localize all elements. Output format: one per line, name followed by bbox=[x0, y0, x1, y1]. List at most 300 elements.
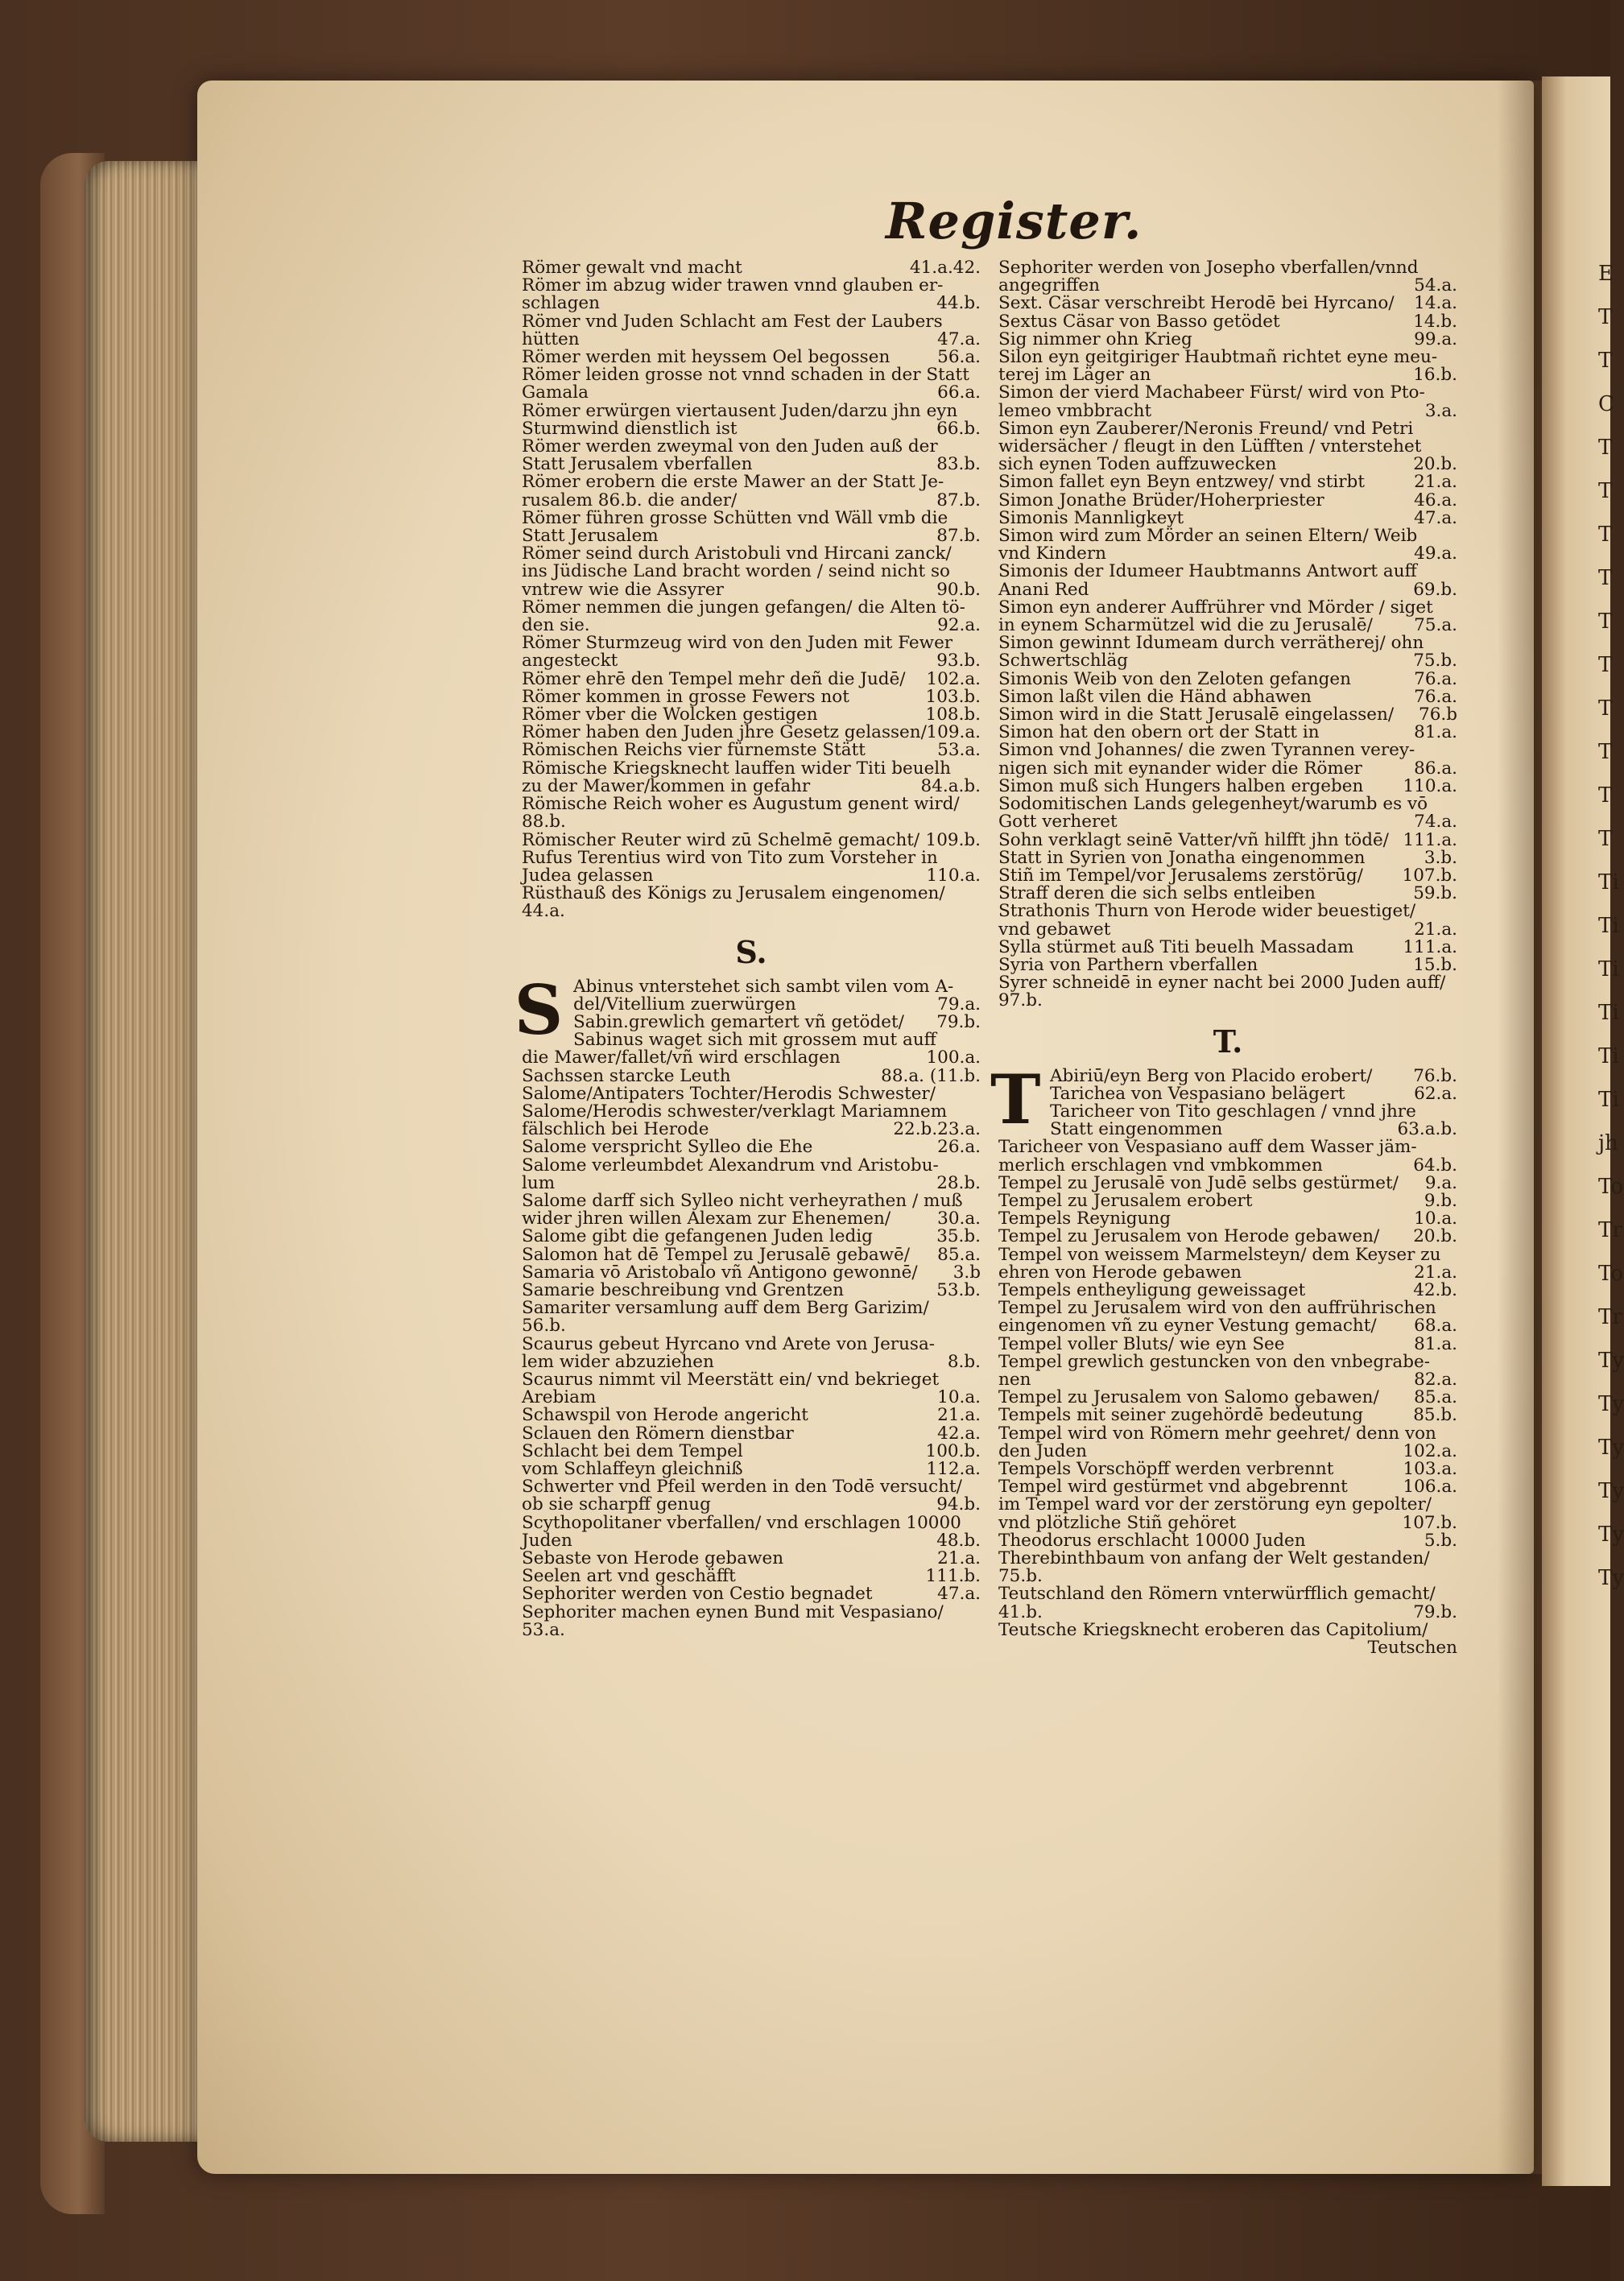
entry-text: 88.b. bbox=[522, 812, 566, 833]
entry-text: Samaria vō Aristobalo vñ Antigono gewonnē/ bbox=[522, 1262, 918, 1283]
entry-text: Sext. Cäsar verschreibt Herodē bei Hyrcano/ bbox=[998, 293, 1395, 314]
entry-text: Römer leiden grosse not vnnd schaden in der Statt bbox=[522, 365, 969, 386]
facing-page-fragment: Ty bbox=[1598, 1479, 1624, 1503]
index-entry bbox=[522, 885, 981, 903]
index-entry bbox=[522, 1157, 981, 1175]
page-gutter-shadow bbox=[1498, 81, 1546, 2174]
entry-text: Tempels Reynigung bbox=[998, 1209, 1172, 1229]
entry-page-ref: 66.b. bbox=[936, 418, 981, 439]
entry-text: Schawspil von Herode angericht bbox=[522, 1405, 808, 1426]
entry-page-ref: 112.a. bbox=[926, 1459, 981, 1479]
entry-text: Statt in Syrien von Jonatha eingenommen bbox=[998, 847, 1366, 868]
entry-text: Sturmwind dienstlich ist bbox=[522, 418, 738, 439]
index-entry bbox=[522, 1371, 981, 1389]
entry-page-ref: 9.b. bbox=[1424, 1190, 1457, 1211]
entry-page-ref: 107.b. bbox=[1402, 1512, 1457, 1533]
index-entry bbox=[522, 507, 981, 528]
facing-page-fragment: T bbox=[1598, 783, 1613, 808]
entry-text: Simon fallet eyn Beyn entzwey/ vnd stirbt bbox=[998, 472, 1365, 493]
index-entry bbox=[998, 1496, 1457, 1514]
entry-page-ref: 90.b. bbox=[936, 579, 981, 600]
entry-page-ref: 109.b. bbox=[925, 829, 981, 850]
entry-page-ref: 30.a. bbox=[937, 1209, 981, 1229]
index-entry bbox=[522, 1246, 981, 1264]
entry-text: Tempels mit seiner zugehördē bedeutung bbox=[998, 1405, 1364, 1426]
index-entry bbox=[522, 1333, 981, 1354]
index-entry bbox=[522, 1389, 981, 1407]
entry-text: Simonis Mannligkeyt bbox=[998, 507, 1184, 528]
index-entry bbox=[998, 1514, 1457, 1532]
entry-page-ref: 76.b. bbox=[1413, 1065, 1457, 1086]
entry-page-ref: 54.a. bbox=[1414, 275, 1457, 296]
entry-page-ref: 42.b. bbox=[1413, 1279, 1457, 1300]
facing-page-fragment: Ty bbox=[1598, 1566, 1624, 1590]
entry-page-ref: 14.b. bbox=[1413, 311, 1457, 332]
index-entry bbox=[522, 1210, 981, 1228]
facing-page-fragment: T bbox=[1598, 436, 1613, 460]
entry-text: Strathonis Thurn von Herode wider beuestiget/ bbox=[998, 901, 1416, 922]
entry-text: 41.b. bbox=[998, 1601, 1043, 1622]
entry-page-ref: 94.b. bbox=[936, 1494, 981, 1515]
entry-page-ref: 56.a. bbox=[937, 347, 981, 368]
facing-page-fragment: C bbox=[1598, 392, 1614, 416]
entry-page-ref: 102.a. bbox=[1403, 1440, 1457, 1461]
facing-page-fragment: Ty bbox=[1598, 1349, 1624, 1373]
index-entry bbox=[522, 1049, 981, 1067]
index-entry bbox=[998, 1371, 1457, 1389]
entry-page-ref: 3.a. bbox=[1424, 400, 1457, 421]
index-entry bbox=[998, 366, 1457, 384]
facing-page-fragment: Ty bbox=[1598, 1436, 1624, 1460]
entry-text: vnd Kindern bbox=[998, 543, 1106, 564]
entry-page-ref: Teutschen bbox=[1367, 1638, 1457, 1659]
entry-text: nigen sich mit eynander wider die Römer bbox=[998, 758, 1362, 779]
entry-text: Anani Red bbox=[998, 579, 1089, 600]
facing-page-fragment: Ty bbox=[1598, 1392, 1624, 1416]
entry-text: Sephoriter werden von Josepho vberfallen/vnnd bbox=[998, 258, 1419, 278]
entry-text: Simon wird zum Mörder an seinen Eltern/ Weib bbox=[998, 526, 1418, 547]
index-entry bbox=[998, 1065, 1457, 1086]
index-entry bbox=[998, 313, 1457, 331]
entry-text: in eynem Scharmützel wid die zu Jerusalē/ bbox=[998, 615, 1373, 636]
entry-text: schlagen bbox=[522, 293, 600, 314]
entry-text: Simonis Weib von den Zeloten gefangen bbox=[998, 668, 1351, 689]
page-edges bbox=[85, 161, 213, 2142]
entry-text: Teutsche Kriegsknecht eroberen das Capitolium/ bbox=[998, 1619, 1428, 1640]
index-entry bbox=[998, 1333, 1457, 1354]
index-entry bbox=[522, 795, 981, 813]
entry-page-ref: 88.a. (11.b. bbox=[881, 1065, 981, 1086]
entry-page-ref: 87.b. bbox=[936, 490, 981, 510]
entry-text: vntrew wie die Assyrer bbox=[522, 579, 724, 600]
index-entry bbox=[522, 1011, 981, 1032]
facing-page-fragment: jh bbox=[1598, 1131, 1618, 1155]
index-entry bbox=[522, 688, 981, 706]
entry-page-ref: 16.b. bbox=[1413, 365, 1457, 386]
entry-page-ref: 21.a. bbox=[1414, 919, 1457, 940]
entry-text: Simon muß sich Hungers halben ergeben bbox=[998, 775, 1364, 796]
index-entry bbox=[998, 545, 1457, 563]
index-entry bbox=[998, 581, 1457, 599]
index-entry bbox=[998, 1389, 1457, 1407]
index-entry bbox=[522, 668, 981, 689]
entry-text: vom Schlaffeyn gleichniß bbox=[522, 1459, 743, 1479]
entry-page-ref: 5.b. bbox=[1424, 1530, 1457, 1551]
index-entry bbox=[522, 581, 981, 599]
entry-text: Tempel grewlich gestuncken von den vnbegrabe- bbox=[998, 1351, 1430, 1372]
entry-text: Schwertschläg bbox=[998, 651, 1129, 671]
index-entry bbox=[522, 775, 981, 796]
entry-page-ref: 14.a. bbox=[1414, 293, 1457, 314]
entry-text: Römer führen grosse Schütten vnd Wäll vmb die bbox=[522, 507, 948, 528]
entry-page-ref: 48.b. bbox=[936, 1530, 981, 1551]
index-entry bbox=[522, 349, 981, 366]
index-entry bbox=[998, 1585, 1457, 1603]
entry-text: Römer erobern die erste Mawer an der Statt Je- bbox=[522, 472, 944, 493]
index-entry bbox=[522, 1264, 981, 1282]
facing-page-fragment: Ti bbox=[1598, 870, 1619, 895]
index-entry bbox=[522, 742, 981, 759]
entry-text: Tarichea von Vespasiano belägert bbox=[1050, 1083, 1345, 1104]
entry-text: angesteckt bbox=[522, 651, 618, 671]
index-entry bbox=[998, 1317, 1457, 1335]
entry-text: Straff deren die sich selbs entleiben bbox=[998, 883, 1316, 904]
entry-text: Simon eyn anderer Auffrührer vnd Mörder / siget bbox=[998, 597, 1433, 618]
entry-page-ref: 10.a. bbox=[1414, 1209, 1457, 1229]
entry-page-ref: 106.a. bbox=[1403, 1477, 1457, 1498]
entry-text: Römische Kriegsknecht lauffen wider Titi beuelh bbox=[522, 758, 952, 779]
entry-text: angegriffen bbox=[998, 275, 1100, 296]
index-entry bbox=[998, 277, 1457, 295]
index-entry bbox=[522, 545, 981, 563]
entries-s-initial bbox=[522, 978, 981, 1050]
index-entry bbox=[522, 1478, 981, 1496]
index-entry bbox=[998, 1461, 1457, 1478]
entry-page-ref: 108.b. bbox=[925, 705, 981, 725]
index-entry bbox=[998, 507, 1457, 528]
entry-text: ehren von Herode gebawen bbox=[998, 1262, 1242, 1283]
index-entry bbox=[998, 420, 1457, 438]
index-entry bbox=[998, 885, 1457, 903]
entry-text: Sextus Cäsar von Basso getödet bbox=[998, 311, 1280, 332]
index-entry bbox=[522, 829, 981, 850]
index-entry bbox=[998, 936, 1457, 957]
entry-text: Römer Sturmzeug wird von den Juden mit Fewer bbox=[522, 633, 953, 654]
entry-page-ref: 76.a. bbox=[1414, 686, 1457, 707]
entry-text: lum bbox=[522, 1172, 556, 1193]
index-entry bbox=[522, 1461, 981, 1478]
index-entry bbox=[998, 1425, 1457, 1443]
entry-page-ref: 76.b bbox=[1419, 705, 1457, 725]
entry-text: lemeo vmbbracht bbox=[998, 400, 1152, 421]
index-entry bbox=[522, 706, 981, 724]
entry-text: ins Jüdische Land bracht worden / seind nicht so bbox=[522, 561, 950, 582]
entry-page-ref: 22.b.23.a. bbox=[893, 1119, 981, 1140]
entry-text: Sig nimmer ohn Krieg bbox=[998, 329, 1192, 349]
entry-page-ref: 93.b. bbox=[936, 651, 981, 671]
index-entry bbox=[998, 1407, 1457, 1424]
index-entry bbox=[998, 259, 1457, 277]
facing-page-fragment: T bbox=[1598, 349, 1613, 373]
entry-page-ref: 20.b. bbox=[1413, 454, 1457, 475]
index-entry bbox=[522, 1550, 981, 1568]
facing-page-fragment: T bbox=[1598, 740, 1613, 764]
entry-text: 97.b. bbox=[998, 990, 1043, 1011]
index-entry bbox=[998, 1601, 1457, 1622]
index-entry bbox=[522, 1619, 981, 1640]
index-entry bbox=[522, 724, 981, 742]
entry-text: Tempel zu Jerusalem erobert bbox=[998, 1190, 1253, 1211]
entry-text: Scaurus nimmt vil Meerstätt ein/ vnd bekrieget bbox=[522, 1369, 940, 1390]
index-entry bbox=[998, 688, 1457, 706]
index-entry bbox=[998, 563, 1457, 581]
index-entry bbox=[998, 1568, 1457, 1585]
entry-text: Salome gibt die gefangenen Juden ledig bbox=[522, 1226, 873, 1247]
entry-page-ref: 62.a. bbox=[1414, 1083, 1457, 1104]
entry-page-ref: 47.a. bbox=[937, 329, 981, 349]
entry-page-ref: 47.a. bbox=[1414, 507, 1457, 528]
entry-page-ref: 85.b. bbox=[1413, 1405, 1457, 1426]
index-entry bbox=[998, 992, 1457, 1010]
entry-text: del/Vitellium zuerwürgen bbox=[573, 994, 796, 1014]
entry-page-ref: 107.b. bbox=[1402, 865, 1457, 886]
index-entry bbox=[998, 1138, 1457, 1156]
facing-page-fragment: Ty bbox=[1598, 1523, 1624, 1547]
entry-page-ref: 75.a. bbox=[1414, 615, 1457, 636]
decorated-initial-t: T bbox=[990, 1059, 1041, 1139]
entry-text: Tempel wird von Römern mehr geehret/ denn von bbox=[998, 1423, 1436, 1444]
index-entry bbox=[998, 1550, 1457, 1568]
index-entry bbox=[522, 1031, 981, 1049]
index-entry bbox=[522, 1279, 981, 1300]
facing-page bbox=[1542, 76, 1624, 2186]
index-entry bbox=[998, 617, 1457, 634]
index-entry bbox=[522, 760, 981, 778]
entry-text: Römer kommen in grosse Fewers not bbox=[522, 686, 849, 707]
index-entry bbox=[522, 1532, 981, 1550]
facing-page-fragment: T bbox=[1598, 653, 1613, 677]
entry-text: den Juden bbox=[998, 1440, 1087, 1461]
index-column-left bbox=[514, 258, 981, 1640]
index-entry bbox=[998, 1639, 1457, 1657]
index-entry bbox=[998, 867, 1457, 885]
index-entry bbox=[998, 1440, 1457, 1461]
entry-page-ref: 8.b. bbox=[947, 1351, 981, 1372]
index-entry bbox=[522, 331, 981, 349]
index-entry bbox=[998, 295, 1457, 312]
entry-page-ref: 26.a. bbox=[937, 1137, 981, 1158]
entry-text: Römische Reich woher es Augustum genent wird/ bbox=[522, 794, 960, 815]
index-entry bbox=[998, 760, 1457, 778]
entry-page-ref: 63.a.b. bbox=[1397, 1119, 1457, 1140]
entry-text: Simonis der Idumeer Haubtmanns Antwort auff bbox=[998, 561, 1417, 582]
index-column-right bbox=[990, 258, 1457, 1659]
index-entry bbox=[522, 1172, 981, 1193]
facing-page-fragment: E bbox=[1598, 262, 1614, 286]
entry-text: Tempel voller Bluts/ wie eyn See bbox=[998, 1333, 1285, 1354]
facing-page-fragment: T bbox=[1598, 566, 1613, 590]
entry-text: Teutschland den Römern vnterwürfflich gemacht/ bbox=[998, 1584, 1436, 1605]
entry-page-ref: 47.a. bbox=[937, 1584, 981, 1605]
entry-text: Samariter versamlung auff dem Berg Garizim/ bbox=[522, 1298, 929, 1319]
entry-text: Schlacht bei dem Tempel bbox=[522, 1440, 743, 1461]
index-entry bbox=[522, 1601, 981, 1622]
entry-page-ref: 3.b bbox=[952, 1262, 981, 1283]
facing-page-fragment: T bbox=[1598, 696, 1613, 721]
entry-page-ref: 84.a.b. bbox=[920, 775, 981, 796]
index-entry bbox=[998, 1264, 1457, 1282]
decorated-initial-s: S bbox=[514, 969, 564, 1050]
index-entry bbox=[998, 829, 1457, 850]
entry-text: Simon der vierd Machabeer Fürst/ wird von Pto- bbox=[998, 382, 1425, 403]
entry-page-ref: 99.a. bbox=[1414, 329, 1457, 349]
entry-page-ref: 74.a. bbox=[1414, 812, 1457, 833]
index-entry bbox=[522, 903, 981, 920]
letter-heading-t: T. bbox=[1213, 1023, 1243, 1060]
entry-page-ref: 100.b. bbox=[925, 1440, 981, 1461]
index-entry bbox=[522, 1353, 981, 1371]
index-entry bbox=[522, 259, 981, 277]
entry-page-ref: 100.a. bbox=[926, 1048, 981, 1068]
entry-text: Statt eingenommen bbox=[1050, 1119, 1223, 1140]
facing-page-fragment: Ti bbox=[1598, 914, 1619, 938]
index-entry bbox=[998, 527, 1457, 545]
entry-page-ref: 20.b. bbox=[1413, 1226, 1457, 1247]
entries-s bbox=[522, 1049, 981, 1639]
entry-text: Juden bbox=[522, 1530, 572, 1551]
entry-page-ref: 42.a. bbox=[937, 1423, 981, 1444]
entry-page-ref: 111.b. bbox=[925, 1566, 981, 1587]
facing-page-fragment: T bbox=[1598, 305, 1613, 329]
index-entry bbox=[522, 492, 981, 510]
index-entry bbox=[998, 473, 1457, 491]
entry-text: Scythopolitaner vberfallen/ vnd erschlagen 10000 bbox=[522, 1512, 961, 1533]
entry-text: Abinus vnterstehet sich sambt vilen vom A- bbox=[573, 976, 954, 997]
entry-text: Arebiam bbox=[522, 1387, 597, 1408]
index-entry bbox=[998, 1279, 1457, 1300]
index-entry bbox=[522, 1121, 981, 1138]
facing-page-fragment: T bbox=[1598, 523, 1613, 547]
entry-text: Sodomitischen Lands gelegenheyt/warumb es vō bbox=[998, 794, 1428, 815]
index-entry bbox=[998, 384, 1457, 402]
entry-page-ref: 59.b. bbox=[1413, 883, 1457, 904]
entry-page-ref: 103.b. bbox=[925, 686, 981, 707]
entry-page-ref: 9.a. bbox=[1424, 1172, 1457, 1193]
entry-text: die Mawer/fallet/vñ wird erschlagen bbox=[522, 1048, 841, 1068]
entry-text: im Tempel ward vor der zerstörung eyn gepolter/ bbox=[998, 1494, 1432, 1515]
entry-page-ref: 102.a. bbox=[926, 668, 981, 689]
entry-text: 75.b. bbox=[998, 1566, 1043, 1587]
index-entry bbox=[998, 742, 1457, 759]
index-entry bbox=[522, 1103, 981, 1121]
index-entry bbox=[522, 1138, 981, 1156]
index-entry bbox=[998, 1300, 1457, 1317]
index-entry bbox=[522, 384, 981, 402]
entry-page-ref: 110.a. bbox=[1403, 775, 1457, 796]
index-entry bbox=[998, 1121, 1457, 1138]
entry-text: 56.b. bbox=[522, 1316, 566, 1337]
index-entry bbox=[522, 1192, 981, 1210]
entry-text: Tempel zu Jerusalem von Salomo gebawen/ bbox=[998, 1387, 1379, 1408]
entry-page-ref: 103.a. bbox=[1403, 1459, 1457, 1479]
facing-page-fragment: Tr bbox=[1598, 1305, 1622, 1329]
index-entry bbox=[998, 775, 1457, 796]
entry-page-ref: 44.b. bbox=[936, 293, 981, 314]
entry-text: widersächer / fleugt in den Lüfften / vnterstehet bbox=[998, 436, 1422, 457]
entry-text: Tempel zu Jerusalē von Judē selbs gestürmet/ bbox=[998, 1172, 1399, 1193]
facing-page-fragment: Ti bbox=[1598, 1044, 1619, 1068]
entry-page-ref: 81.a. bbox=[1414, 722, 1457, 743]
facing-page-fragment: Tr bbox=[1598, 1218, 1622, 1242]
index-entry bbox=[522, 400, 981, 421]
index-entry bbox=[998, 1172, 1457, 1193]
index-entry bbox=[998, 349, 1457, 366]
facing-page-fragment: T bbox=[1598, 479, 1613, 503]
index-entry bbox=[522, 1228, 981, 1246]
index-entry bbox=[522, 867, 981, 885]
entry-text: Gamala bbox=[522, 382, 589, 403]
entry-text: wider jhren willen Alexam zur Ehenemen/ bbox=[522, 1209, 891, 1229]
index-entry bbox=[998, 1532, 1457, 1550]
index-entry bbox=[522, 473, 981, 491]
entry-text: terej im Läger an bbox=[998, 365, 1151, 386]
entry-text: Salome darff sich Sylleo nicht verheyrathen / muß bbox=[522, 1190, 963, 1211]
entry-text: Tempel wird gestürmet vnd abgebrennt bbox=[998, 1477, 1348, 1498]
index-entry bbox=[522, 1317, 981, 1335]
entry-text: Rufus Terentius wird von Tito zum Vorsteher in bbox=[522, 847, 938, 868]
entry-page-ref: 85.a. bbox=[937, 1244, 981, 1265]
entry-text: Sebaste von Herode gebawen bbox=[522, 1548, 784, 1569]
entry-text: Sclauen den Römern dienstbar bbox=[522, 1423, 794, 1444]
entry-text: Simon wird in die Statt Jerusalē eingelassen/ bbox=[998, 705, 1395, 725]
index-entry bbox=[522, 1407, 981, 1424]
entry-text: Simon laßt vilen die Händ abhawen bbox=[998, 686, 1312, 707]
entry-text: Syria von Parthern vberfallen bbox=[998, 954, 1258, 975]
entry-text: Therebinthbaum von anfang der Welt gestanden/ bbox=[998, 1548, 1430, 1569]
entry-text: Seelen art vnd geschäfft bbox=[522, 1566, 736, 1587]
index-entry bbox=[998, 1157, 1457, 1175]
entry-text: Theodorus erschlacht 10000 Juden bbox=[998, 1530, 1306, 1551]
entry-text: Römer werden mit heyssem Oel begossen bbox=[522, 347, 891, 368]
index-entry bbox=[522, 1568, 981, 1585]
initial-block-s bbox=[514, 969, 981, 1051]
entry-text: Römer vber die Wolcken gestigen bbox=[522, 705, 818, 725]
entry-text: Salome/Herodis schwester/verklagt Mariamnem bbox=[522, 1101, 948, 1122]
entry-text: Simon Jonathe Brüder/Hoherpriester bbox=[998, 490, 1324, 510]
entry-text: Simon gewinnt Idumeam durch verrätherej/ ohn bbox=[998, 633, 1424, 654]
entry-page-ref: 82.a. bbox=[1414, 1369, 1457, 1390]
entry-text: sich eynen Toden auffzuwecken bbox=[998, 454, 1277, 475]
index-entry bbox=[522, 563, 981, 581]
index-entry bbox=[998, 974, 1457, 992]
index-entry bbox=[998, 795, 1457, 813]
entry-text: 44.a. bbox=[522, 901, 565, 922]
entry-page-ref: 53.b. bbox=[936, 1279, 981, 1300]
index-entry bbox=[522, 1425, 981, 1443]
letter-heading-s: S. bbox=[735, 933, 767, 970]
index-entry bbox=[998, 438, 1457, 456]
entry-page-ref: 41.a.42. bbox=[909, 258, 981, 278]
entry-text: Stiñ im Tempel/vor Jerusalems zerstörūg/ bbox=[998, 865, 1363, 886]
entry-text: Salome verleumbdet Alexandrum vnd Aristobu- bbox=[522, 1155, 939, 1176]
index-entry bbox=[998, 1246, 1457, 1264]
entry-page-ref: 109.a. bbox=[926, 722, 981, 743]
entry-text: Sephoriter werden von Cestio begnadet bbox=[522, 1584, 873, 1605]
index-entry bbox=[522, 1585, 981, 1603]
index-entry bbox=[522, 1496, 981, 1514]
entry-text: Scaurus gebeut Hyrcano vnd Arete von Jerusa- bbox=[522, 1333, 936, 1354]
facing-page-fragment: T bbox=[1598, 610, 1613, 634]
